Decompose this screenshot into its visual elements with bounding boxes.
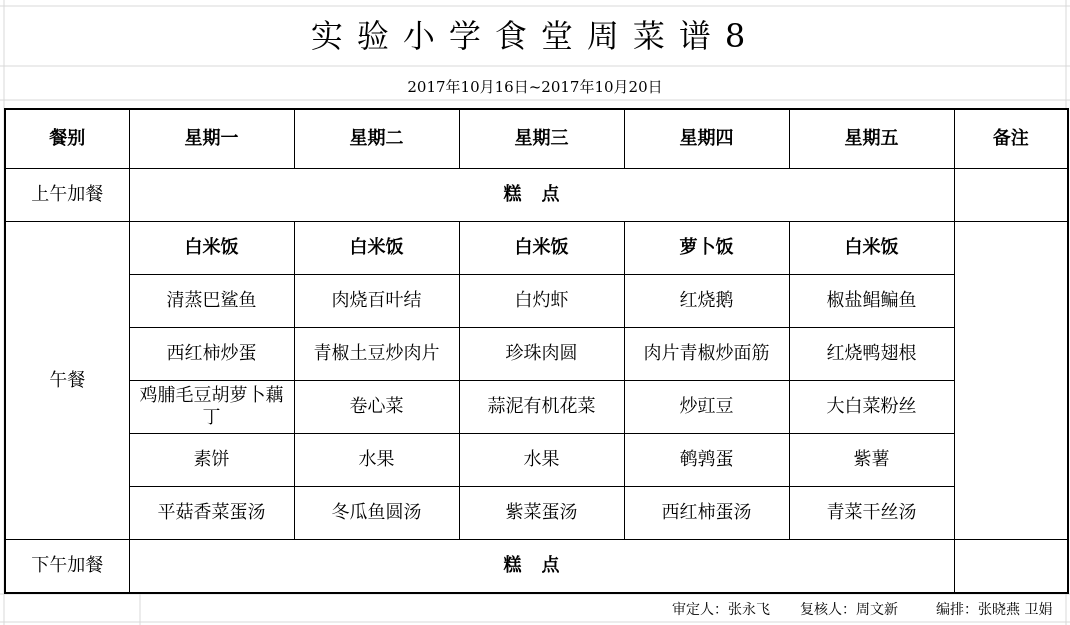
date-range: 2017年10月16日~2017年10月20日 [407, 78, 663, 96]
header-wednesday: 星期三 [459, 109, 624, 169]
lunch-dish-cell: 红烧鹅 [624, 275, 789, 328]
lunch-dish-cell: 紫薯 [789, 434, 954, 487]
lunch-dish-cell: 白米饭 [789, 222, 954, 275]
lunch-dish-cell: 清蒸巴鲨鱼 [129, 275, 294, 328]
footer-reviewer: 审定人：张永飞 [672, 602, 770, 618]
header-tuesday: 星期二 [294, 109, 459, 169]
lunch-dish-cell: 椒盐鲳鳊鱼 [789, 275, 954, 328]
lunch-dish-cell: 大白菜粉丝 [789, 381, 954, 434]
lunch-dish-cell: 白米饭 [294, 222, 459, 275]
lunch-row [5, 275, 1068, 328]
lunch-dish-cell: 蒜泥有机花菜 [459, 381, 624, 434]
lunch-dish-cell: 青椒土豆炒肉片 [294, 328, 459, 381]
afternoon-snack-content: 糕点 [129, 540, 954, 594]
lunch-dish-cell: 水果 [459, 434, 624, 487]
lunch-dish-cell: 水果 [294, 434, 459, 487]
header-friday: 星期五 [789, 109, 954, 169]
footer-editor: 编排：张晓燕 卫娟 [936, 602, 1053, 618]
morning-snack-notes [954, 169, 1068, 222]
lunch-dish-cell: 鹌鹑蛋 [624, 434, 789, 487]
lunch-dish-cell: 白米饭 [459, 222, 624, 275]
lunch-dish-cell: 青菜干丝汤 [789, 487, 954, 540]
lunch-row [5, 222, 1068, 275]
footer-checker: 复核人：周文新 [800, 602, 898, 618]
lunch-label: 午餐 [5, 222, 129, 540]
lunch-row [5, 487, 1068, 540]
table-header-row [5, 109, 1068, 169]
lunch-dish-cell: 鸡脯毛豆胡萝卜藕丁 [129, 381, 294, 434]
lunch-row [5, 434, 1068, 487]
lunch-dish-cell: 平菇香菜蛋汤 [129, 487, 294, 540]
lunch-dish-cell: 萝卜饭 [624, 222, 789, 275]
header-monday: 星期一 [129, 109, 294, 169]
header-notes: 备注 [954, 109, 1068, 169]
lunch-dish-cell: 红烧鸭翅根 [789, 328, 954, 381]
header-meal-type: 餐别 [5, 109, 129, 169]
lunch-dish-cell: 珍珠肉圆 [459, 328, 624, 381]
lunch-dish-cell: 白灼虾 [459, 275, 624, 328]
lunch-row [5, 381, 1068, 434]
lunch-dish-cell: 西红柿炒蛋 [129, 328, 294, 381]
page-title: 实验小学食堂周菜谱8 [310, 17, 760, 55]
morning-snack-row [5, 169, 1068, 222]
lunch-dish-cell: 白米饭 [129, 222, 294, 275]
lunch-dish-cell: 紫菜蛋汤 [459, 487, 624, 540]
lunch-dish-cell: 西红柿蛋汤 [624, 487, 789, 540]
lunch-dish-cell: 冬瓜鱼圆汤 [294, 487, 459, 540]
header-thursday: 星期四 [624, 109, 789, 169]
lunch-dish-cell: 炒豇豆 [624, 381, 789, 434]
morning-snack-content: 糕点 [129, 169, 954, 222]
weekly-menu-table [4, 108, 1069, 594]
afternoon-snack-label: 下午加餐 [5, 540, 129, 594]
lunch-notes [954, 222, 1068, 540]
lunch-dish-cell: 卷心菜 [294, 381, 459, 434]
lunch-dish-cell: 肉片青椒炒面筋 [624, 328, 789, 381]
morning-snack-label: 上午加餐 [5, 169, 129, 222]
lunch-dish-cell: 素饼 [129, 434, 294, 487]
lunch-row [5, 328, 1068, 381]
lunch-dish-cell: 肉烧百叶结 [294, 275, 459, 328]
afternoon-snack-row [5, 540, 1068, 594]
afternoon-snack-notes [954, 540, 1068, 594]
